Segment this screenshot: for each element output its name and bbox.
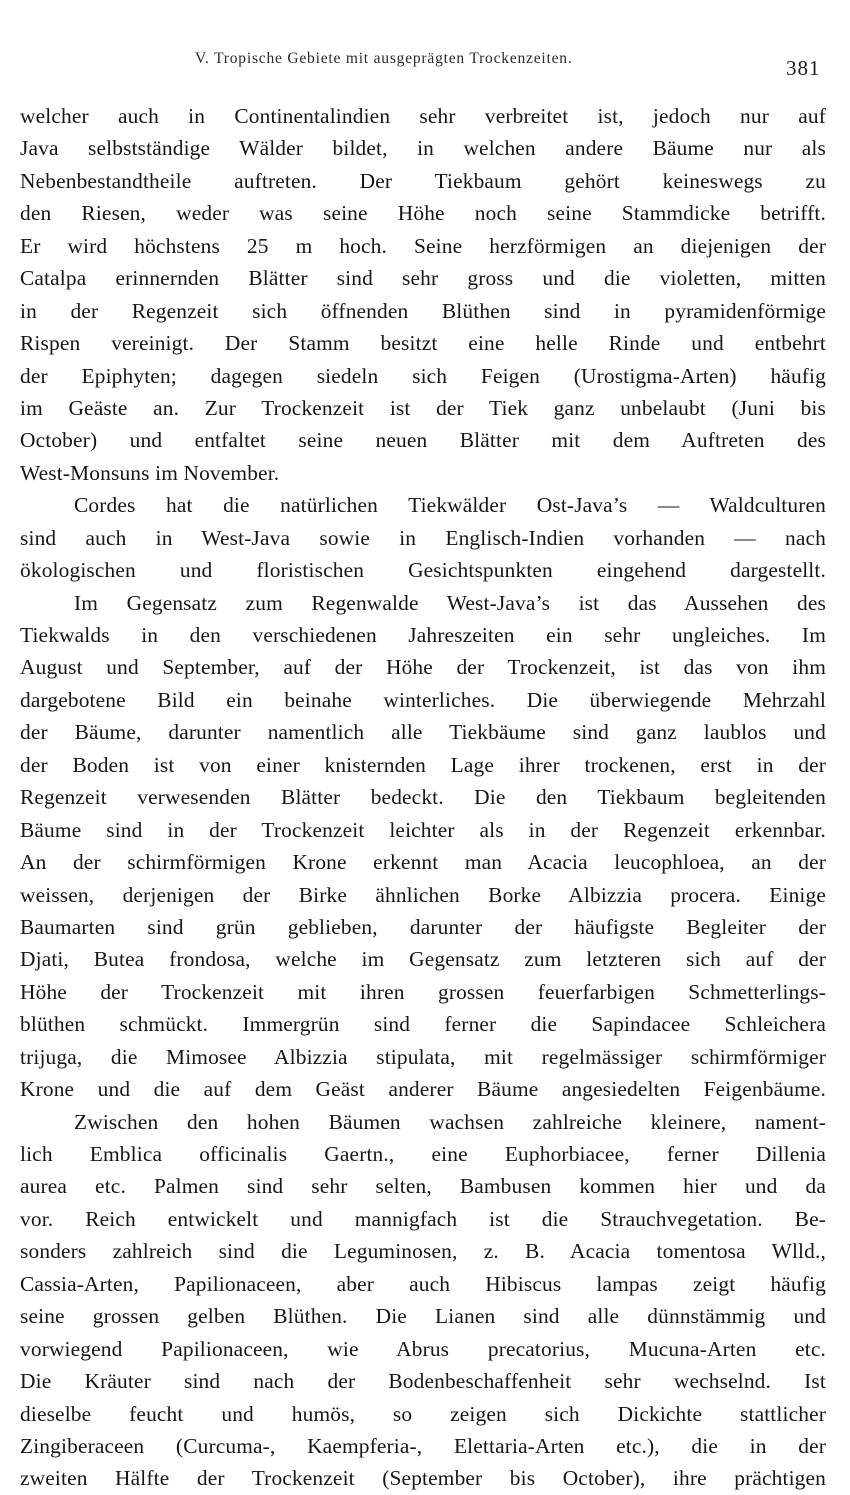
text-line: Höhe der Trockenzeit mit ihren grossen feuerfarbigen Schmetterlings-: [20, 979, 826, 1004]
text-line: vor. Reich entwickelt und mannigfach ist die Strauchvegetation. Be-: [20, 1206, 826, 1231]
text-line: Regenzeit verwesenden Blätter bedeckt. Die den Tiekbaum begleitenden: [20, 785, 826, 810]
text-line: October) und entfaltet seine neuen Blätter mit dem Auftreten des: [20, 428, 826, 453]
text-line: Baumarten sind grün geblieben, darunter der häufigste Begleiter der: [20, 914, 826, 939]
text-line: der Bäume, darunter namentlich alle Tiekbäume sind ganz laublos und: [20, 720, 826, 745]
text-line: weissen, derjenigen der Birke ähnlichen Borke Albizzia procera. Einige: [20, 882, 826, 907]
text-line: der Boden ist von einer knisternden Lage ihrer trockenen, erst in der: [20, 752, 826, 777]
text-line: Zingiberaceen (Curcuma-, Kaempferia-, Elettaria-Arten etc.), die in der: [20, 1433, 826, 1458]
text-line: Java selbstständige Wälder bildet, in welchen andere Bäume nur als: [20, 136, 826, 161]
text-line: An der schirmförmigen Krone erkennt man Acacia leucophloea, an der: [20, 850, 826, 875]
text-line: Djati, Butea frondosa, welche im Gegensatz zum letzteren sich auf der: [20, 947, 826, 972]
text-line: trijuga, die Mimosee Albizzia stipulata, mit regelmässiger schirmförmiger: [20, 1044, 826, 1069]
text-line: Catalpa erinnernden Blätter sind sehr gross und die violetten, mitten: [20, 266, 826, 291]
paragraph-end-line: ökologischen und floristischen Gesichtspunkten eingehend dargestellt.: [20, 558, 826, 583]
paragraph-end-line: Krone und die auf dem Geäst anderer Bäume angesiedelten Feigenbäume.: [20, 1077, 826, 1102]
text-line: aurea etc. Palmen sind sehr selten, Bambusen kommen hier und da: [20, 1174, 826, 1199]
text-line: seine grossen gelben Blüthen. Die Lianen sind alle dünnstämmig und: [20, 1304, 826, 1329]
paragraph-end-line: West-Monsuns im November.: [20, 460, 280, 485]
text-line: zweiten Hälfte der Trockenzeit (September bis October), ihre prächtigen: [20, 1466, 826, 1491]
text-line: Rispen vereinigt. Der Stamm besitzt eine helle Rinde und entbehrt: [20, 331, 826, 356]
text-line: Cassia-Arten, Papilionaceen, aber auch Hibiscus lampas zeigt häufig: [20, 1271, 826, 1296]
paragraph-start-line: Zwischen den hohen Bäumen wachsen zahlreiche kleinere, nament-: [74, 1109, 826, 1134]
text-line: lich Emblica officinalis Gaertn., eine Euphorbiacee, ferner Dillenia: [20, 1142, 826, 1166]
text-line: sind auch in West-Java sowie in Englisch-Indien vorhanden — nach: [20, 525, 826, 550]
page-number: 381: [786, 56, 821, 80]
paragraph-start-line: Im Gegensatz zum Regenwalde West-Java’s ist das Aussehen des: [74, 590, 826, 615]
text-line: im Geäste an. Zur Trockenzeit ist der Tiek ganz unbelaubt (Juni bis: [20, 395, 826, 420]
text-line: sonders zahlreich sind die Leguminosen, z. B. Acacia tomentosa Wlld.,: [20, 1239, 826, 1264]
body-text: [20, 100, 826, 1495]
text-line: vorwiegend Papilionaceen, wie Abrus precatorius, Mucuna-Arten etc.: [20, 1336, 826, 1361]
text-line: Er wird höchstens 25 m hoch. Seine herzförmigen an diejenigen der: [20, 233, 826, 258]
text-line: dieselbe feucht und humös, so zeigen sich Dickichte stattlicher: [20, 1401, 826, 1426]
text-line: in der Regenzeit sich öffnenden Blüthen sind in pyramidenförmige: [20, 298, 826, 323]
text-line: Tiekwalds in den verschiedenen Jahreszeiten ein sehr ungleiches. Im: [20, 623, 826, 647]
text-line: August und September, auf der Höhe der Trockenzeit, ist das von ihm: [20, 655, 826, 680]
text-line: Nebenbestandtheile auftreten. Der Tiekbaum gehört keineswegs zu: [20, 168, 826, 193]
paragraph-start-line: Cordes hat die natürlichen Tiekwälder Ost-Java’s — Waldculturen: [74, 493, 826, 518]
text-line: der Epiphyten; dagegen siedeln sich Feigen (Urostigma-Arten) häufig: [20, 363, 826, 388]
text-line: den Riesen, weder was seine Höhe noch seine Stammdicke betrifft.: [20, 201, 826, 226]
running-header: [0, 44, 850, 84]
running-title: V. Tropische Gebiete mit ausgeprägten Trockenzeiten.: [195, 50, 573, 67]
text-line: dargebotene Bild ein beinahe winterliches. Die überwiegende Mehrzahl: [20, 687, 826, 712]
text-line: Die Kräuter sind nach der Bodenbeschaffenheit sehr wechselnd. Ist: [20, 1369, 826, 1394]
text-line: welcher auch in Continentalindien sehr verbreitet ist, jedoch nur auf: [20, 104, 826, 128]
text-line: blüthen schmückt. Immergrün sind ferner die Sapindacee Schleichera: [20, 1012, 826, 1037]
text-line: Bäume sind in der Trockenzeit leichter als in der Regenzeit erkennbar.: [20, 817, 826, 842]
